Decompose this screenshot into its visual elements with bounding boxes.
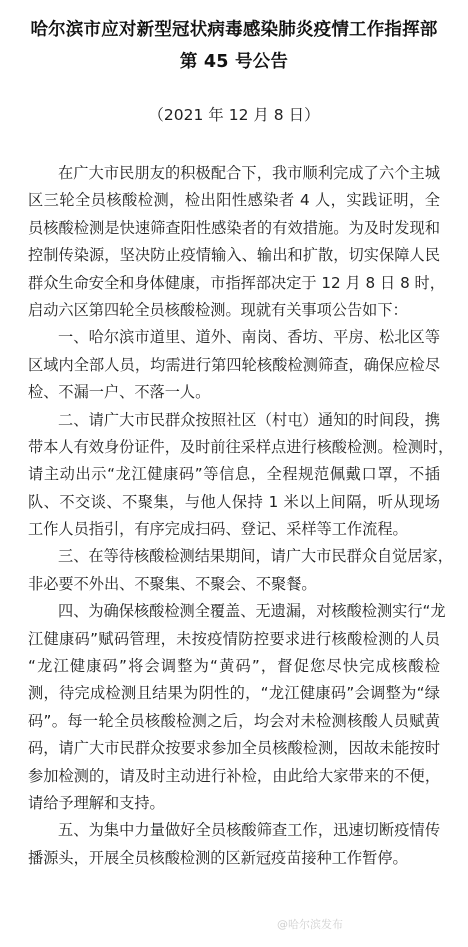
body-line: 播源头，开展全员核酸检测的区新冠疫苗接种工作暂停。 xyxy=(28,848,408,867)
notice-title: 哈尔滨市应对新型冠状病毒感染肺炎疫情工作指挥部 xyxy=(30,20,438,40)
body-line: 请给予理解和支持。 xyxy=(28,793,165,812)
body-line: 参加检测的，请及时主动进行补检，由此给大家带来的不便， xyxy=(28,766,440,785)
body-line: 请主动出示“龙江健康码”等信息，全程规范佩戴口罩，不插 xyxy=(28,465,440,484)
body-line: 区域内全部人员，均需进行第四轮核酸检测筛查，确保应检尽 xyxy=(28,355,440,374)
body-line: 群众生命安全和身体健康，市指挥部决定于 12 月 8 日 8 时， xyxy=(28,273,445,292)
body-line: 测，待完成检测且结果为阴性的，“龙江健康码”会调整为“绿 xyxy=(28,684,440,703)
body-line: 启动六区第四轮全员核酸检测。现就有关事项公告如下： xyxy=(28,300,408,319)
body-line: 二、请广大市民群众按照社区（村屯）通知的时间段，携 xyxy=(58,410,440,429)
body-line: “龙江健康码”将会调整为“黄码”，督促您尽快完成核酸检 xyxy=(28,657,440,676)
watermark: @哈尔滨发布 xyxy=(277,918,343,931)
body-line: 码”。每一轮全员核酸检测之后，均会对未检测核酸人员赋黄 xyxy=(28,711,440,730)
notice-number: 第 45 号公告 xyxy=(179,52,289,72)
body-line: 检、不漏一户、不落一人。 xyxy=(28,383,211,402)
body-line: 带本人有效身份证件，及时前往采样点进行核酸检测。检测时， xyxy=(28,437,454,456)
body-line: 非必要不外出、不聚集、不聚会、不聚餐。 xyxy=(28,574,317,593)
body-line: 工作人员指引，有序完成扫码、登记、采样等工作流程。 xyxy=(28,520,408,539)
body-line: 在广大市民朋友的积极配合下，我市顺利完成了六个主城 xyxy=(58,164,440,182)
body-line: 三、在等待核酸检测结果期间，请广大市民群众自觉居家， xyxy=(58,547,453,566)
body-line: 区三轮全员核酸检测，检出阳性感染者 4 人，实践证明，全 xyxy=(28,191,440,210)
body-line: 一、哈尔滨市道里、道外、南岗、香坊、平房、松北区等 xyxy=(58,328,440,347)
body-line: 五、为集中力量做好全员核酸筛查工作，迅速切断疫情传 xyxy=(58,821,440,840)
notice-date: （2021 年 12 月 8 日） xyxy=(148,106,320,124)
body-line: 控制传染源，坚决防止疫情输入、输出和扩散，切实保障人民 xyxy=(28,246,440,265)
body-line: 四、为确保核酸检测全覆盖、无遗漏，对核酸检测实行“龙 xyxy=(58,602,446,621)
body-line: 员核酸检测是快速筛查阳性感染者的有效措施。为及时发现和 xyxy=(28,218,440,237)
notice-body xyxy=(28,160,454,872)
body-line: 码，请广大市民群众按要求参加全员核酸检测，因故未能按时 xyxy=(28,739,440,758)
body-line: 江健康码”赋码管理，未按疫情防控要求进行核酸检测的人员 xyxy=(28,629,440,648)
body-line: 队、不交谈、不聚集，与他人保持 1 米以上间隔，听从现场 xyxy=(28,492,440,511)
